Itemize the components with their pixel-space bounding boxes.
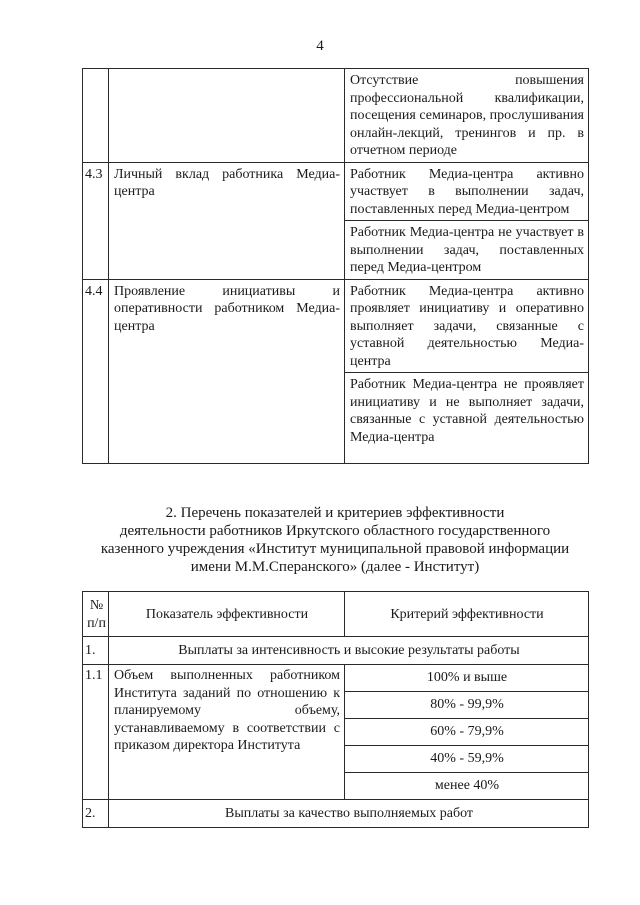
criterion-cell: 80% - 99,9% <box>345 692 589 719</box>
table-row <box>83 665 589 692</box>
indicator-cell: Проявление инициативы и оперативности работником Медиа-центра <box>109 279 345 464</box>
header-num: № п/п <box>83 592 109 637</box>
row-number-cell: 4.3 <box>83 162 109 279</box>
page-number: 4 <box>316 38 324 54</box>
row-number-cell: 1.1 <box>83 665 109 800</box>
criterion-cell: Работник Медиа-центра активно участвует в выполнении задач, поставленных перед Медиа-центром <box>345 162 589 221</box>
table-row <box>83 162 589 221</box>
criterion-cell: Работник Медиа-центра не проявляет инициативу и не выполняет задачи, связанные с уставной деятельностью Медиа-центра <box>345 373 589 464</box>
table-row <box>83 637 589 665</box>
criterion-cell: Работник Медиа-центра активно проявляет инициативу и оперативно выполняет задачи, связанные с уставной деятельностью Медиа-центра <box>345 279 589 373</box>
header-criterion: Критерий эффективности <box>345 592 589 637</box>
criterion-cell: Работник Медиа-центра не участвует в выполнении задач, поставленных перед Медиа-центром <box>345 221 589 280</box>
table-header-row <box>83 592 589 637</box>
table-row <box>83 279 589 373</box>
indicator-cell: Объем выполненных работником Института заданий по отношению к планируемому объему, устанавливаемому в соответствии с приказом директора Института <box>109 665 345 800</box>
criterion-cell: 40% - 59,9% <box>345 746 589 773</box>
indicators-table-continued <box>82 68 589 464</box>
section-title-line: имени М.М.Сперанского» (далее - Институт) <box>190 559 480 575</box>
group-number-cell: 2. <box>83 800 109 828</box>
group-title-cell: Выплаты за качество выполняемых работ <box>109 800 589 828</box>
table-row <box>83 69 589 163</box>
section-title <box>80 504 590 576</box>
efficiency-criteria-table <box>82 591 589 828</box>
row-number-cell: 4.4 <box>83 279 109 464</box>
section-title-line: деятельности работников Иркутского областного государственного <box>119 523 551 539</box>
criterion-cell: 60% - 79,9% <box>345 719 589 746</box>
criterion-cell: Отсутствие повышения профессиональной квалификации, посещения семинаров, прослушивания онлайн-лекций, тренингов и пр. в отчетном периоде <box>345 69 589 163</box>
group-number-cell: 1. <box>83 637 109 665</box>
table-row <box>83 800 589 828</box>
header-indicator: Показатель эффективности <box>109 592 345 637</box>
criterion-cell: 100% и выше <box>345 665 589 692</box>
section-title-line: казенного учреждения «Институт муниципальной правовой информации <box>100 541 570 557</box>
indicator-cell: Личный вклад работника Медиа-центра <box>109 162 345 279</box>
group-title-cell: Выплаты за интенсивность и высокие результаты работы <box>109 637 589 665</box>
criterion-cell: менее 40% <box>345 773 589 800</box>
section-title-line: 2. Перечень показателей и критериев эффективности <box>165 505 505 521</box>
indicator-cell <box>109 69 345 163</box>
row-number-cell <box>83 69 109 163</box>
